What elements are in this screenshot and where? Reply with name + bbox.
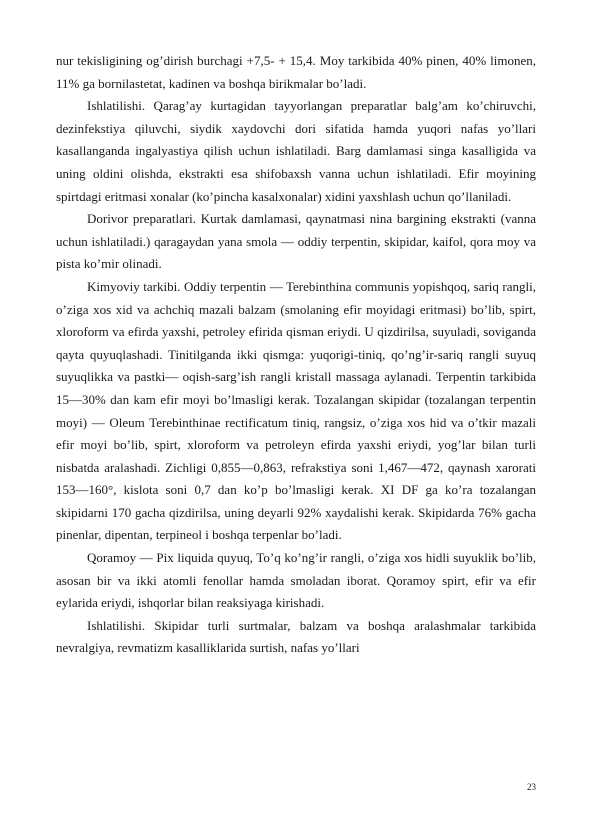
paragraph-qoramoy: Qoramoy — Pix liquida quyuq, To’q ko’ng’ir rangli, o’ziga xos hidli suyuklik bo’lib, asosan bir va ikki atomli fenollar hamda smoladan iborat. Qoramoy spirt, efir va efir eylarida eriydi, ishqorlar bilan reaksiyaga kirishadi. xyxy=(56,550,536,611)
paragraph-chemical-composition: Kimyoviy tarkibi. Oddiy terpentin — Terebinthina communis yopishqoq, sariq rangli, o’ziga xos xid va achchiq mazali balzam (smolaning efir moyidagi eritmasi) bo’lib, spirt, xloroform va efirda yaxshi, petroley efirida qisman eriydi. U qizdirilsa, suyuladi, soviganda qayta quyuqlashadi. Tinitilganda ikki qismga: yuqorigi-tiniq, qo’ng’ir-sariq rangli suyuq suyuqlikka va pastki— oqish-sarg’ish rangli kristall massaga aylanadi. Terpentin tarkibida 15—30% dan kam efir moyi bo’lmasligi kerak. Tozalangan skipidar (tozalangan terpentin moyi) — Oleum Terebinthinae rectificatum tiniq, rangsiz, o’ziga xos hid va o’tkir mazali efir moyi bo’lib, spirt, xloroform va petroleyn efirda yaxshi eriydi, yog’lar bilan turli nisbatda aralashadi. Zichligi 0,855—0,863, refrakstiya soni 1,467—472, qaynash xarorati 153—160°, kislota soni 0,7 dan ko’p bo’lmasligi kerak. XI DF ga ko’ra tozalangan skipidarni 170 gacha qizdirilsa, uning deyarli 92% xaydalishi kerak. Skipidarda 76% gacha pinenlar, dipentan, terpineol i boshqa terpenlar bo’ladi. xyxy=(56,278,536,543)
paragraph-usage-skipidar: Ishlatilishi. Skipidar turli surtmalar, balzam va boshqa aralashmalar tarkibida nevralgiya, revmatizm kasalliklarida surtish, nafas yo’llari xyxy=(56,617,536,656)
paragraph-usage-kurtak: Ishlatilishi. Qarag’ay kurtagidan tayyorlangan preparatlar balg’am ko’chiruvchi, dezinfekstiya qiluvchi, siydik xaydovchi dori sifatida hamda yuqori nafas yo’llari kasallanganda ingalyastiya qilish uchun ishlatiladi. Barg damlamasi singa kasalligida va uning oldini olishda, ekstrakti esa shifobaxsh vanna uchun ishlatiladi. Efir moyining spirtdagi eritmasi xonalar (ko’pincha kasalxonalar) xidini yaxshlash uchun qo’llaniladi. xyxy=(56,98,536,204)
page-number: 23 xyxy=(527,782,536,792)
document-page xyxy=(56,50,536,660)
paragraph-continuation: nur tekisligining og’dirish burchagi +7,5- + 15,4. Moy tarkibida 40% pinen, 40% limonen, 11% ga bornilastetat, kadinen va boshqa birikmalar bo’ladi. xyxy=(56,53,536,91)
paragraph-medicinal-preparations: Dorivor preparatlari. Kurtak damlamasi, qaynatmasi nina bargining ekstrakti (vanna uchun ishlatiladi.) qaragaydan yana smola — oddiy terpentin, skipidar, kaifol, qora moy va pista ko’mir olinadi. xyxy=(56,211,536,272)
